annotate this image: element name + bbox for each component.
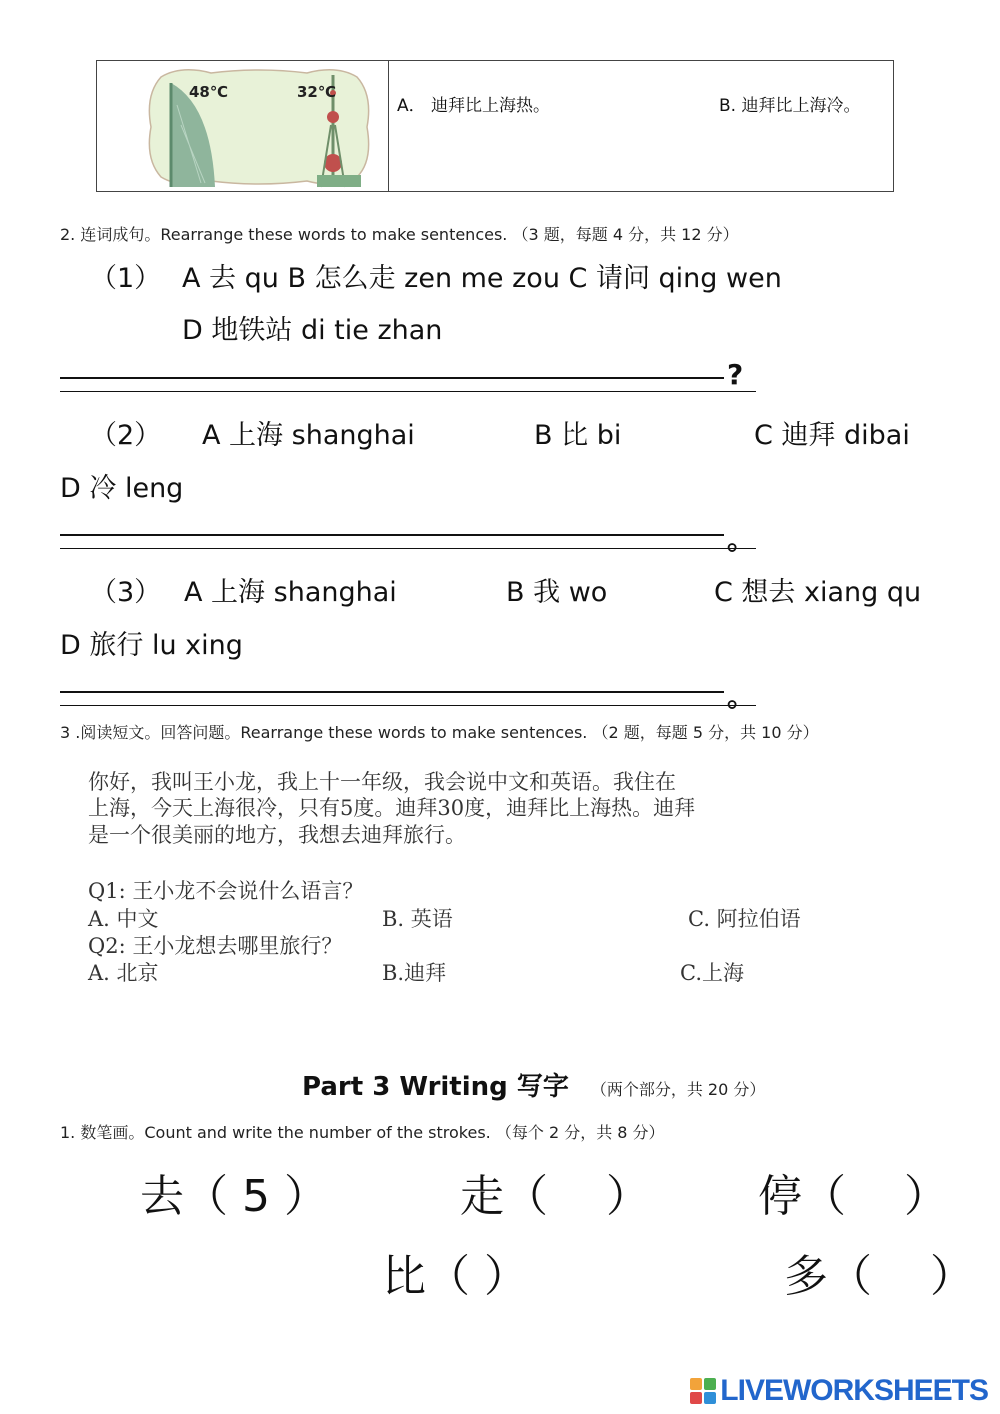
reading-q1-option-a[interactable]: A. 中文	[88, 907, 159, 931]
q2-number: （2）	[90, 420, 162, 451]
passage-line-2: 上海，今天上海很冷，只有5度。迪拜30度，迪拜比上海热。迪拜	[88, 796, 696, 820]
liveworksheets-logo	[690, 1374, 988, 1408]
q1-number: （1）	[90, 263, 162, 294]
q2-end-mark: 。	[727, 523, 756, 556]
reading-q2-question: Q2: 王小龙想去哪里旅行？	[88, 934, 343, 958]
reading-q2-option-b[interactable]: B.迪拜	[382, 961, 447, 985]
table-divider	[388, 61, 389, 191]
shanghai-temperature: 32℃	[297, 83, 337, 101]
reading-q2-option-a[interactable]: A. 北京	[88, 961, 159, 985]
q1-answer-line[interactable]	[60, 377, 724, 379]
section2-title: 2. 连词成句。Rearrange these words to make sentences. （3 题，每题 4 分，共 12 分）	[60, 225, 739, 244]
q3-answer-line[interactable]	[60, 691, 724, 693]
q3-word-a: A 上海 shanghai	[184, 577, 397, 608]
q2-underline	[60, 548, 756, 549]
option-b[interactable]: B. 迪拜比上海冷。	[719, 96, 861, 116]
q1-end-mark: ?	[727, 358, 744, 391]
stroke-item-duo[interactable]: 多（ ）	[784, 1251, 974, 1302]
q1-words-line2: D 地铁站 di tie zhan	[182, 315, 443, 346]
q3-word-d: D 旅行 lu xing	[60, 630, 243, 661]
logo-grid-icon	[690, 1378, 716, 1404]
q2-word-d: D 冷 leng	[60, 473, 184, 504]
q2-word-c: C 迪拜 dibai	[754, 420, 910, 451]
q3-word-c: C 想去 xiang qu	[714, 577, 922, 608]
stroke-question-title: 1. 数笔画。Count and write the number of the strokes. （每个 2 分，共 8 分）	[60, 1123, 665, 1142]
logo-text: LIVEWORKSHEETS	[720, 1374, 988, 1407]
part3-title: Part 3 Writing 写字	[302, 1072, 569, 1102]
section3-title: 3 .阅读短文。回答问题。Rearrange these words to make sentences. （2 题，每题 5 分，共 10 分）	[60, 723, 819, 742]
q3-word-b: B 我 wo	[506, 577, 608, 608]
passage-line-1: 你好，我叫王小龙，我上十一年级，我会说中文和英语。我住在	[88, 770, 676, 794]
q2-word-a: A 上海 shanghai	[202, 420, 415, 451]
q2-word-b: B 比 bi	[534, 420, 622, 451]
q1-words-line1: A 去 qu B 怎么走 zen me zou C 请问 qing wen	[182, 263, 782, 294]
q3-end-mark: 。	[727, 680, 756, 713]
dubai-shanghai-picture	[141, 65, 377, 189]
reading-q1-option-c[interactable]: C. 阿拉伯语	[688, 907, 801, 931]
stroke-item-ting[interactable]: 停（ ）	[758, 1171, 948, 1222]
part3-subtitle: （两个部分，共 20 分）	[590, 1080, 766, 1099]
q3-underline	[60, 705, 756, 706]
dubai-temperature: 48℃	[189, 83, 229, 101]
reading-q1-question: Q1: 王小龙不会说什么语言？	[88, 879, 364, 903]
q3-number: （3）	[90, 577, 162, 608]
stroke-item-zou[interactable]: 走（ ）	[460, 1171, 650, 1222]
option-a[interactable]: A． 迪拜比上海热。	[397, 96, 551, 116]
stroke-item-qu[interactable]: 去（ 5 ）	[140, 1171, 328, 1222]
q2-answer-line[interactable]	[60, 534, 724, 536]
stroke-item-bi[interactable]: 比（ ）	[382, 1251, 528, 1302]
q1-underline	[60, 391, 756, 392]
comparison-question-table	[96, 60, 894, 192]
reading-q2-option-c[interactable]: C.上海	[680, 961, 744, 985]
passage-line-3: 是一个很美丽的地方，我想去迪拜旅行。	[88, 823, 466, 847]
part3-heading	[302, 1066, 765, 1103]
reading-q1-option-b[interactable]: B. 英语	[382, 907, 453, 931]
